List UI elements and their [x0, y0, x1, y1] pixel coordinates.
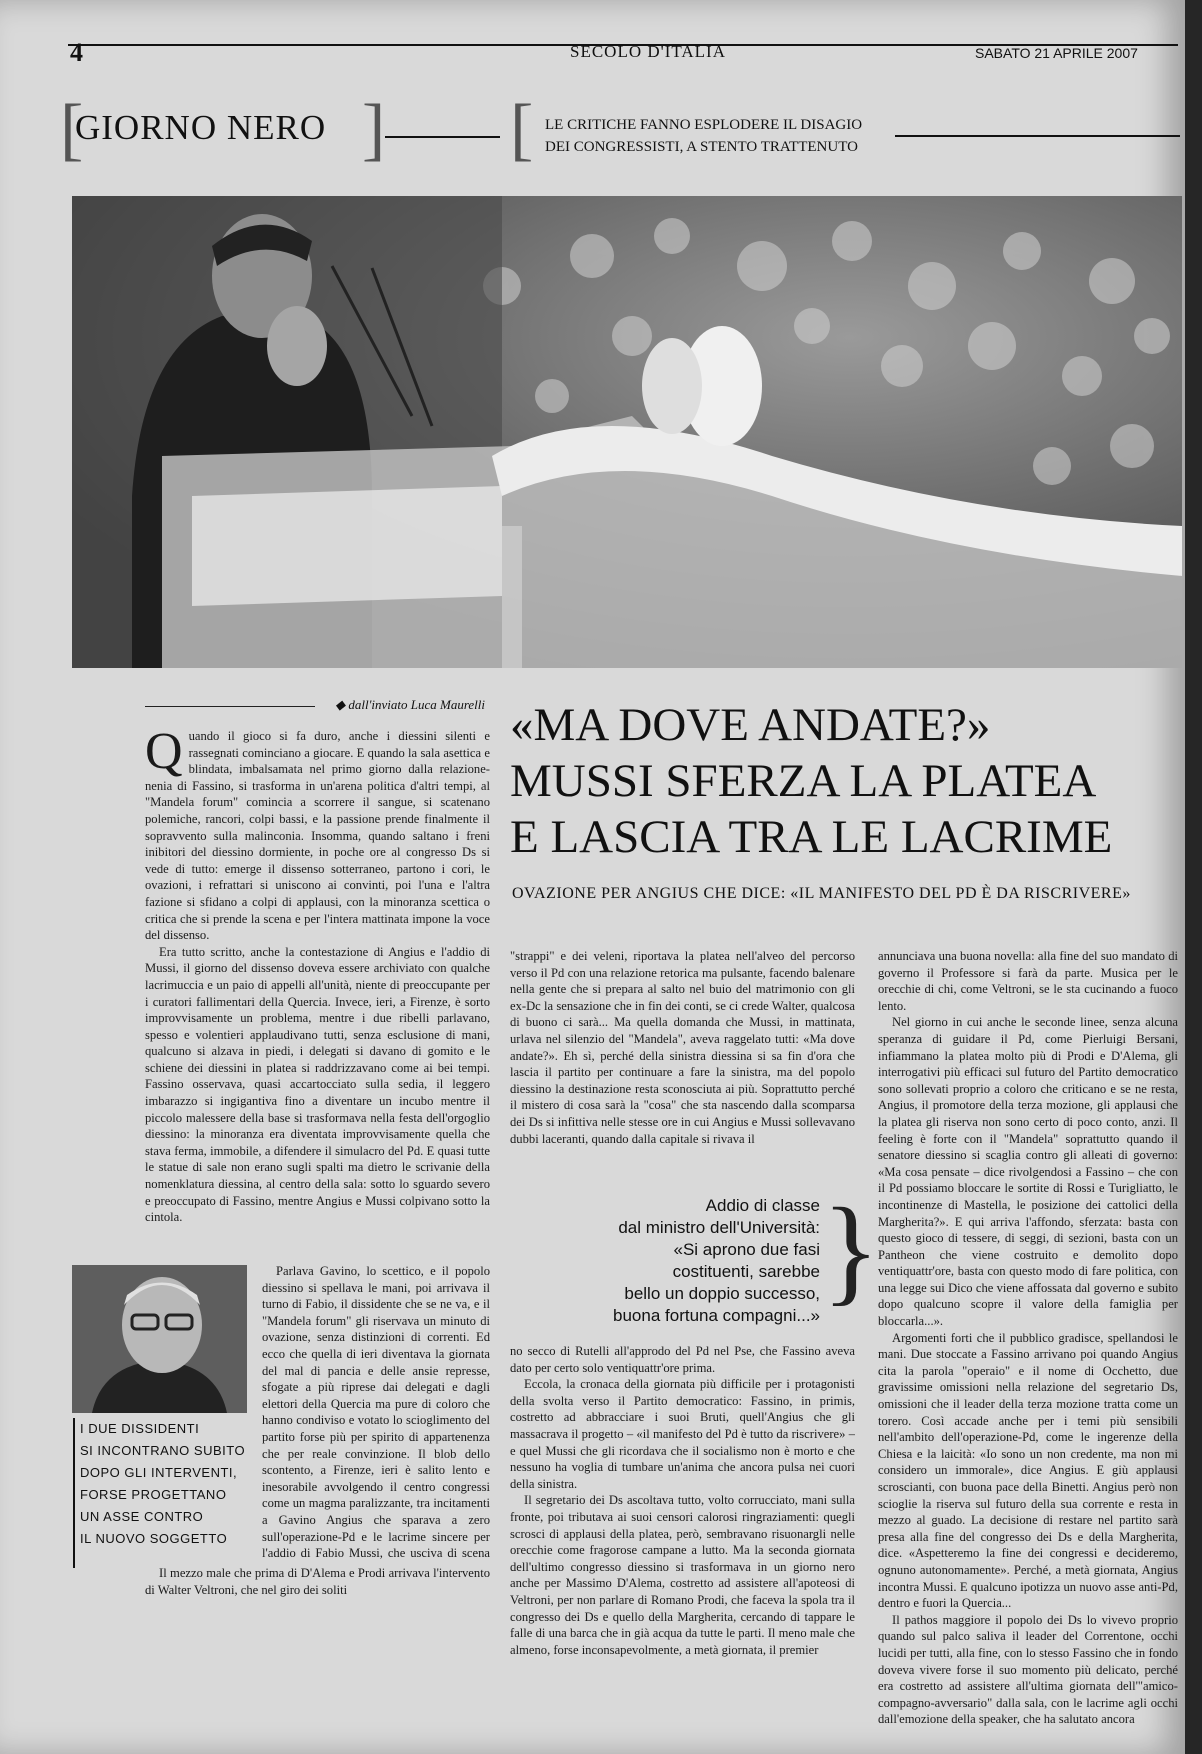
- caption-line: UN ASSE CONTRO: [80, 1509, 204, 1524]
- headline-line-2: MUSSI SFERZA LA PLATEA: [510, 755, 1097, 807]
- article-paragraph: Nel giorno in cui anche le seconde linee, senza alcuna speranza di guidare il Pd, come Pierluigi Bersani, infiammano la platea molto più di Prodi e D'Alema, gli interrogativi più efficaci sul futuro del Partito democratico sono sollevati proprio a coloro che criticano e se ne resta, Angius, il promotore della terza mozione, gli applausi che la platea gli riserva non sono certo di poco conto, anzi. Il feeling è forte con il "Mandela" soprattutto quando il senatore diessino si scaglia contro gli alleati di governo: «Ma cosa pensate – dice rivolgendosi a Fassino – che con il Pd possiamo bloccare le sortite di Rossi e Turigliatto, le incontinenze di Mastella, le posizione dei cattolici della Margherita?». E qui arriva l'affondo, sferzata: basta con questo gioco di tessere, di seggi, di sezioni, basta con un Pantheon che viene costruito e demolito dopo ventiquattr'ore, basta con questo modo di fare politica, con una legge sui Dico che viene affossata dal governo e subito dopo qualcuno scopre il valore della famiglia per bloccarla...».: [878, 1015, 1178, 1329]
- article-column-1c: [145, 1565, 490, 1745]
- issue-date: SABATO 21 APRILE 2007: [975, 45, 1138, 61]
- caption-line: FORSE PROGETTANO: [80, 1487, 227, 1502]
- article-column-3: [878, 948, 1178, 1748]
- section-rule: [385, 136, 500, 138]
- article-paragraph: annunciava una buona novella: alla fine del suo mandato di governo il Professore si farà da parte. Musica per le orecchie di chi, come Veltroni, se le sta cucinando a fuoco lento.: [878, 949, 1178, 1013]
- caption-line: IL NUOVO SOGGETTO: [80, 1531, 228, 1546]
- article-paragraph: Il pathos maggiore il popolo dei Ds lo vivevo proprio quando sul palco saliva il leader del Correntone, occhi lucidi per tutti, alla fine, con lo stesso Fassino che in fondo doveva vivere forse il suo momento più delicato, perché era costretto ad assistere all'ultima giornata dell'"amico-compagno-avversario" dalla sala, con le lacrime agli occhi dall'emozione della speaker, che ha salutato ancora: [878, 1612, 1178, 1727]
- article-column-2: [510, 948, 855, 1170]
- article-paragraph: "strappi" e dei veleni, riportava la platea nell'alveo del percorso verso il Pd con una relazione retorica ma pulsante, facendo balenare nella gente che si prepara al salto nel buio del matrimonio con gli ex-Dc la sensazione che in fin dei conti, se ci crede Walter, qualcosa di buono ci sarà... Ma quella domanda che Mussi, in mattinata, urlava nel silenzio del "Mandela", aveva raggelato tutti: «Ma dove andate?». Eh sì, perché della sinistra diessina si sa fin d'ora che lascia il partito per continuare a fare la sinistra, ma del popolo diessino la destinazione resta sconosciuta ai più. Soprattutto perché il mistero di cosa sarà la "cosa" che sta nascendo dalla scomparsa dei Ds si infittiva nelle stesse ore in cui Angius e Mussi sollevavano dubbi laceranti, quando dalla capitale si rivava il: [510, 949, 855, 1146]
- article-paragraph: Argomenti forti che il pubblico gradisce, spellandosi le mani. Due stoccate a Fassino arrivano poi quando Angius cita la parola "operaio" e il nome di Occhetto, due gravissime omissioni nella relazione del segretario Ds, omissioni che il leader della terza mozione tratta come un torero. Così accade anche per i temi più sensibili nell'ambito dell'operazione-Pd, come le ingerenze della Chiesa e la laicità: «Io sono un non credente, ma non mi considero un immorale», dice Angius. E giù applausi scroscianti, con buona pace della Binetti. Angius però non scioglie la riserva sul futuro della sua corrente e resta in mezzo al guado. La decisione di restare nel partito sarà presa alla fine del congresso dei Ds e della Margherita, dice. «Aspetteremo la fine dei congressi e decideremo, ognuno autonomamente». Perché, a metà giornata, Angius incontra Mussi. E qualcuno ipotizza un nuovo asse anti-Pd, dentro e fuori la Quercia...: [878, 1330, 1178, 1611]
- pull-quote: [580, 1195, 820, 1327]
- speaker-at-podium-image: [72, 196, 1182, 668]
- pull-quote-line: «Si aprono due fasi: [673, 1240, 820, 1259]
- article-column-1: [145, 728, 490, 1263]
- subheadline: OVAZIONE PER ANGIUS CHE DICE: «IL MANIFESTO DEL PD È DA RISCRIVERE»: [512, 885, 1131, 902]
- article-column-2b: [510, 1343, 855, 1748]
- kicker-line-2: DEI CONGRESSISTI, A STENTO TRATTENUTO: [545, 139, 858, 155]
- pull-quote-line: Addio di classe: [705, 1196, 820, 1215]
- pull-quote-brace: }: [822, 1183, 880, 1316]
- byline-text: dall'inviato Luca Maurelli: [348, 697, 485, 712]
- section-bracket-open: [: [60, 91, 84, 168]
- masthead: SECOLO D'ITALIA: [570, 42, 726, 61]
- portrait-photo: [72, 1265, 247, 1413]
- section-bracket-close: ]: [362, 91, 386, 168]
- article-column-1b: [262, 1263, 490, 1563]
- photo-caption: [80, 1418, 250, 1550]
- pull-quote-line: dal ministro dell'Università:: [618, 1218, 820, 1237]
- kicker-line-1: LE CRITICHE FANNO ESPLODERE IL DISAGIO: [545, 117, 863, 133]
- paragraph-text: uando il gioco si fa duro, anche i diessini silenti e rassegnati cominciano a giocare. E quando la sala asettica e blindata, imbalsamata nel primo giorno dalla relazione-nenia di Fassino, si trasforma in un'arena politica d'altri tempi, al "Mandela forum" comincia a scorrere il sangue, si scatenano polemiche, rancori, colpi bassi, e la passione prende finalmente il sopravvento sulla malinconia. Insomma, quando saltano i freni inibitori del diessino dormiente, in poche ore al congresso Ds si vede di tutto: emerge il dissenso sotterraneo, partono i cori, le ovazioni, i refrattari si uniscono ai convinti, poi l'una e l'altra fazione si sfidano a colpi di applausi, con la minoranza scettica o critica che si prende la scena e per l'intera mattinata impone la voce del dissenso.: [145, 729, 490, 943]
- article-paragraph: Era tutto scritto, anche la contestazione di Angius e l'addio di Mussi, il giorno del dissenso doveva essere archiviato con qualche lacrimuccia e un paio di appelli all'unità, niente di preoccupante per i curatori fallimentari della Quercia. Invece, ieri, a Firenze, è sorto improvvisamente un problema, mentre i due ribelli parlavano, spesso e volentieri applaudivano tutti, senza esclusione di mani, qualcuno si alzava in piedi, i delegati si davano di gomito e le schiene dei diessini in platea si raddrizzavano come ai bei tempi. Fassino osservava, quasi accartocciato sulla sedia, il leggero imbarazzo si ingigantiva fino a diventare un incubo mentre il piccolo malessere della base si trasformava nella festa dell'orgoglio diessino: la minoranza era diventata improvvisamente quella che stava ferma, immobile, a difendere il simulacro del Pd. E quasi tutte le statue di sale non erano sugli spalti ma dietro le scrivanie della nomenklatura diessina, al centro della sala: sotto lo sguardo severo e preoccupato di Fassino, mentre Angius e Mussi colpivano sotto la cintola.: [145, 944, 490, 1225]
- article-paragraph: Parlava Gavino, lo scettico, e il popolo diessino si spellava le mani, poi arrivava il turno di Fabio, il dissidente che se ne va, e il "Mandela forum" gli riservava un minuto di ovazione, senza distinzioni di correnti. Ed ecco che quella di ieri diventava la giornata del mal di pancia e delle ansie represse, sfogate a più riprese dai delegati e dagli elettori della Quercia ma pure di coloro che hanno condiviso e votato lo scioglimento del partito forse più per spirito di appartenenza che per reale convinzione. Il blob dello scontento, a Firenze, ieri è salito lento e inesorabile avvolgendo il centro congressi come un magma paralizzante, tra incitamenti a Gavino Angius che sparava a zero sull'operazione-Pd e le lacrime sincere per l'addio di Fabio Mussi, che usciva di scena: [262, 1264, 490, 1561]
- caption-line: DOPO GLI INTERVENTI,: [80, 1465, 238, 1480]
- caption-rule: [73, 1418, 75, 1568]
- article-paragraph: Il segretario dei Ds ascoltava tutto, volto corrucciato, mani sulla fronte, poi tributava ai suoi censori calorosi ringraziamenti: quegli scrosci di applausi della platea, però, sembravano risuonargli nelle orecchie come fragorose campane a lutto. Ma la seconda giornata dell'ultimo congresso diessino si trasformava in un giorno nero anche per Massimo D'Alema, costretto ad assistere all'apoteosi di Veltroni, per non parlare di Romano Prodi, che faceva la spola tra il congresso dei Ds e quello della Margherita, cercando di tappare le falle di una barca che in già acqua da tutte le parti. Il meno male che almeno, forse inconsapevolmente, a metà giornata, il premier: [510, 1493, 855, 1657]
- article-paragraph: no secco di Rutelli all'approdo del Pd nel Pse, che Fassino aveva dato per certo solo ventiquattr'ore prima.: [510, 1344, 855, 1375]
- portrait-image: [72, 1265, 247, 1413]
- headline-line-3: E LASCIA TRA LE LACRIME: [510, 811, 1113, 863]
- byline: ◆ dall'inviato Luca Maurelli: [335, 697, 485, 712]
- kicker-rule: [895, 135, 1180, 137]
- article-paragraph: [145, 728, 490, 944]
- caption-line: I DUE DISSIDENTI: [80, 1421, 200, 1436]
- pull-quote-line: costituenti, sarebbe: [672, 1262, 820, 1281]
- main-photo: [72, 196, 1182, 668]
- drop-cap: Q: [145, 728, 183, 780]
- headline: [510, 697, 1185, 865]
- article-paragraph: Il mezzo male che prima di D'Alema e Prodi arrivava l'intervento di Walter Veltroni, che nel giro dei soliti: [145, 1566, 490, 1597]
- kicker-bracket: [: [510, 91, 534, 168]
- headline-line-1: «MA DOVE ANDATE?»: [510, 699, 991, 751]
- caption-line: SI INCONTRANO SUBITO: [80, 1443, 246, 1458]
- page-number: 4: [70, 38, 83, 67]
- pull-quote-line: bello un doppio successo,: [624, 1284, 820, 1303]
- pull-quote-line: buona fortuna compagni...»: [613, 1306, 820, 1325]
- article-paragraph: Eccola, la cronaca della giornata più difficile per i protagonisti della svolta verso il Partito democratico: Fassino, in primis, costretto ad abbracciare i suoi Bruti, quell'Angius che gli massacrava il progetto – «il manifesto del Pd è tutto da riscrivere» – e quel Mussi che gli ricordava che il socialismo non è morto e che nessuno ha voglia di tumbare un'anima che ancora pulsa nei cuori della sinistra.: [510, 1377, 855, 1491]
- section-label: GIORNO NERO: [75, 108, 327, 147]
